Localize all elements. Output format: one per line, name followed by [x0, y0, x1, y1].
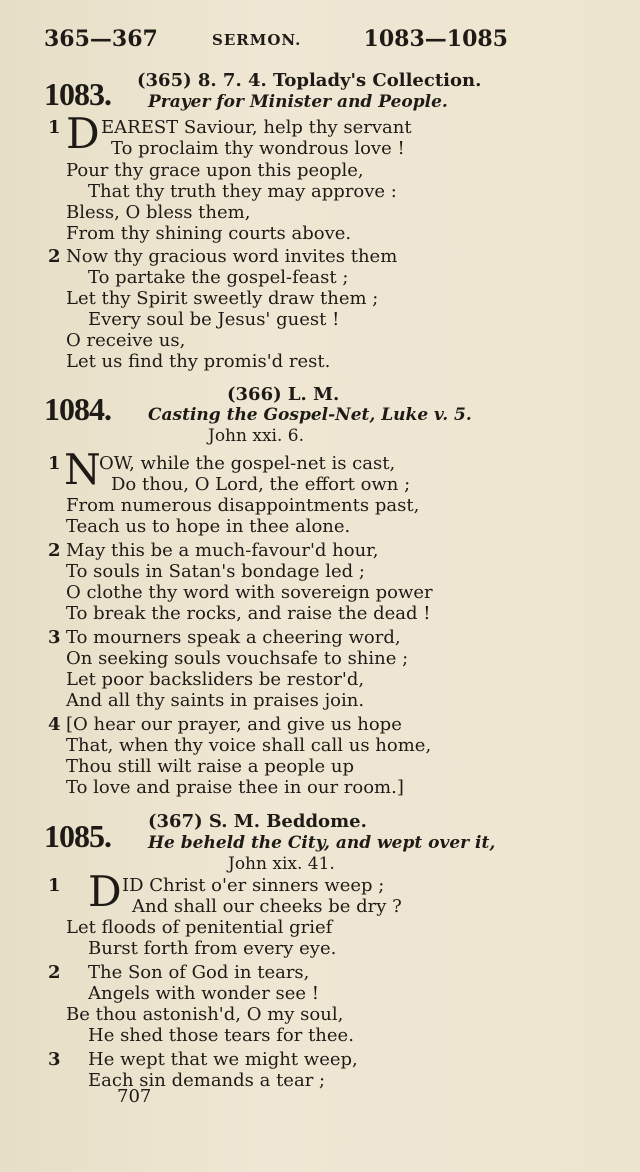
hymn-number: 1085. — [44, 818, 111, 854]
header-section-title: SERMON. — [212, 31, 302, 49]
hymn-line: And shall our cheeks be dry ? — [132, 896, 402, 917]
hymn-line: Now thy gracious word invites them — [66, 246, 398, 267]
hymn-number: 1084. — [44, 391, 111, 427]
running-header — [44, 26, 508, 56]
verse-number: 1 — [48, 117, 61, 138]
hymn-line: O clothe thy word with sovereign power — [66, 582, 433, 603]
hymn-line: To souls in Satan's bondage led ; — [66, 561, 365, 582]
hymn-line: ID Christ o'er sinners weep ; — [122, 875, 385, 896]
hymn-line: He wept that we might weep, — [88, 1049, 358, 1070]
hymn-line: Pour thy grace upon this people, — [66, 160, 364, 181]
verse-number: 2 — [48, 540, 61, 561]
page-number: 707 — [117, 1086, 152, 1107]
hymn-line: To partake the gospel-feast ; — [88, 267, 349, 288]
hymn-line: To mourners speak a cheering word, — [66, 627, 401, 648]
scripture-reference: John xxi. 6. — [208, 426, 304, 446]
hymn-line: Teach us to hope in thee alone. — [66, 516, 351, 537]
hymn-line: Bless, O bless them, — [66, 202, 251, 223]
verse-number: 3 — [48, 1049, 61, 1070]
hymn-line: From thy shining courts above. — [66, 223, 352, 244]
hymn-line: Be thou astonish'd, O my soul, — [66, 1004, 344, 1025]
hymn-line: Do thou, O Lord, the effort own ; — [111, 474, 411, 495]
hymn-line: To love and praise thee in our room.] — [66, 777, 404, 798]
verse-number: 3 — [48, 627, 61, 648]
hymn-line: Let floods of penitential grief — [66, 917, 333, 938]
hymn-line: OW, while the gospel-net is cast, — [99, 453, 396, 474]
hymn-line: Burst forth from every eye. — [88, 938, 337, 959]
hymn-line: From numerous disappointments past, — [66, 495, 420, 516]
hymn-line: On seeking souls vouchsafe to shine ; — [66, 648, 409, 669]
hymn-line: The Son of God in tears, — [88, 962, 310, 983]
verse-number: 1 — [48, 875, 61, 896]
hymn-line: Let poor backsliders be restor'd, — [66, 669, 365, 690]
hymn-line: Let thy Spirit sweetly draw them ; — [66, 288, 379, 309]
verse-number: 2 — [48, 962, 61, 983]
header-hymn-range-left: 365—367 — [44, 26, 158, 52]
hymn-line: Let us find thy promis'd rest. — [66, 351, 331, 372]
hymn-line: Angels with wonder see ! — [88, 983, 320, 1004]
header-hymn-range-right: 1083—1085 — [363, 26, 508, 52]
hymn-line: And all thy saints in praises join. — [66, 690, 365, 711]
hymn-title: Prayer for Minister and People. — [148, 92, 448, 112]
hymn-line: To proclaim thy wondrous love ! — [111, 138, 405, 159]
hymn-line: He shed those tears for thee. — [88, 1025, 354, 1046]
hymn-line: Thou still wilt raise a people up — [66, 756, 355, 777]
hymn-line: May this be a much-favour'd hour, — [66, 540, 379, 561]
hymn-line: That thy truth they may approve : — [88, 181, 397, 202]
hymn-line: EAREST Saviour, help thy servant — [101, 117, 412, 138]
hymn-line: O receive us, — [66, 330, 186, 351]
hymn-title: He beheld the City, and wept over it, — [148, 833, 496, 853]
verse-number: 4 — [48, 714, 61, 735]
verse-number: 1 — [48, 453, 61, 474]
hymn-meta: (365) 8. 7. 4. Toplady's Collection. — [137, 70, 482, 91]
drop-cap: N — [64, 445, 101, 494]
hymn-line: To break the rocks, and raise the dead ! — [66, 603, 431, 624]
hymn-line: Each sin demands a tear ; — [88, 1070, 326, 1091]
hymn-meta: (367) S. M. Beddome. — [148, 811, 367, 832]
hymn-line: Every soul be Jesus' guest ! — [88, 309, 340, 330]
hymn-meta: (366) L. M. — [227, 384, 340, 405]
drop-cap: D — [88, 867, 122, 916]
hymn-line: That, when thy voice shall call us home, — [66, 735, 432, 756]
hymn-number: 1083. — [44, 76, 111, 112]
hymn-title: Casting the Gospel-Net, Luke v. 5. — [148, 405, 472, 425]
verse-number: 2 — [48, 246, 61, 267]
hymn-line: [O hear our prayer, and give us hope — [66, 714, 402, 735]
drop-cap: D — [66, 109, 100, 158]
scripture-reference: John xix. 41. — [228, 854, 335, 874]
